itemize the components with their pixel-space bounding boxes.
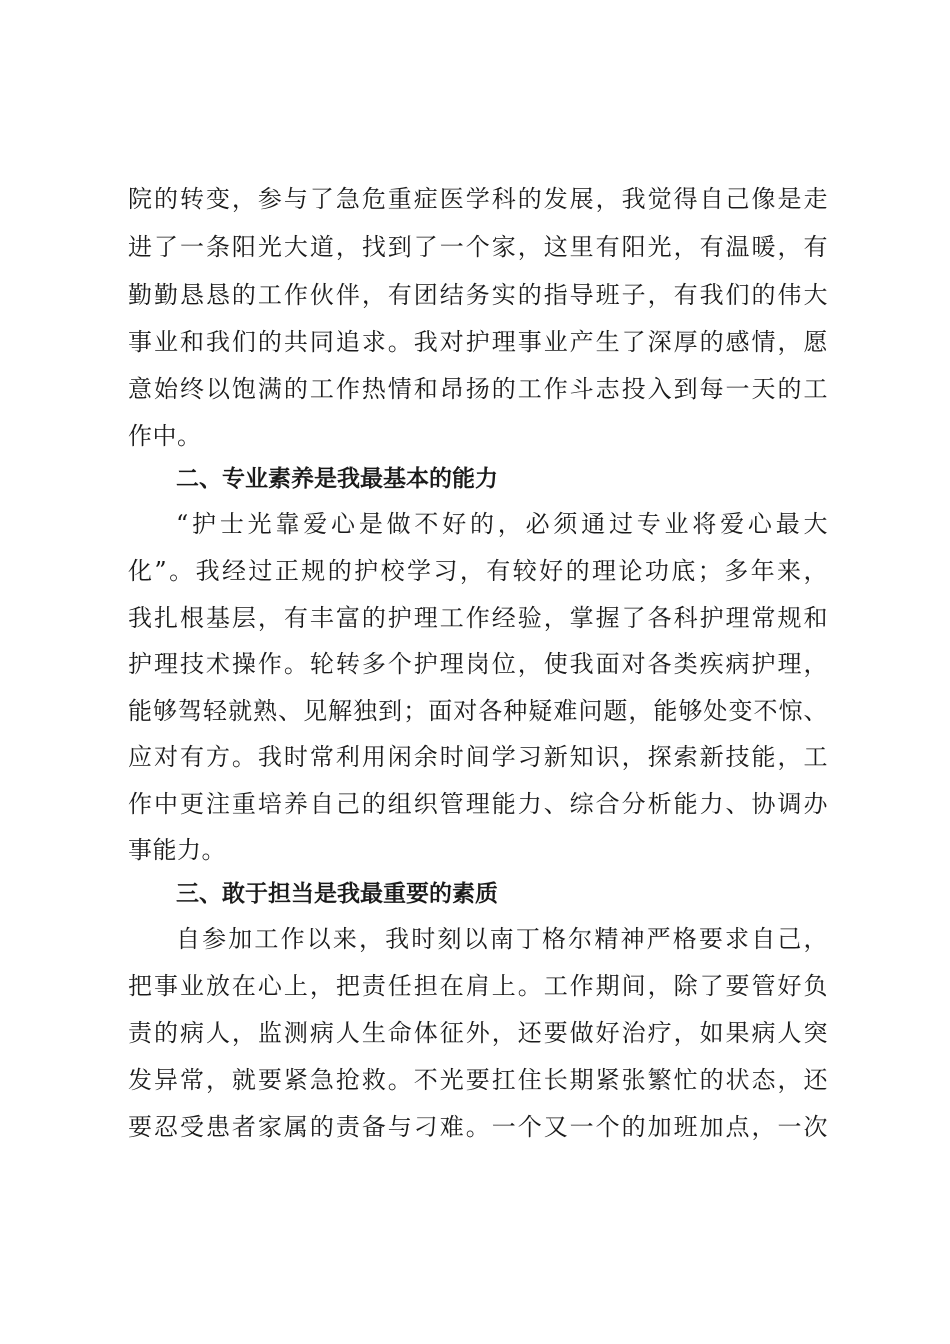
section-heading-2: 二、专业素养是我最基本的能力 <box>176 466 498 492</box>
paragraph-2-line-4: 护理技术操作。轮转多个护理岗位，使我面对各类疾病护理， <box>128 650 828 678</box>
paragraph-1-line-2: 进了一条阳光大道，找到了一个家，这里有阳光，有温暖，有 <box>128 233 828 261</box>
paragraph-3-line-5: 要忍受患者家属的责备与刁难。一个又一个的加班加点，一次 <box>128 1113 828 1141</box>
paragraph-1-line-5: 意始终以饱满的工作热情和昂扬的工作斗志投入到每一天的工 <box>128 375 828 403</box>
paragraph-2-line-7: 作中更注重培养自己的组织管理能力、综合分析能力、协调办 <box>128 790 828 818</box>
paragraph-3-line-4: 发异常，就要紧急抢救。不光要扛住长期紧张繁忙的状态，还 <box>128 1066 828 1094</box>
paragraph-2-line-1: “护士光靠爱心是做不好的，必须通过专业将爱心最大 <box>176 510 828 538</box>
paragraph-2-line-3: 我扎根基层，有丰富的护理工作经验，掌握了各科护理常规和 <box>128 604 828 632</box>
paragraph-1-line-1: 院的转变，参与了急危重症医学科的发展，我觉得自己像是走 <box>128 185 828 213</box>
paragraph-2-line-6: 应对有方。我时常利用闲余时间学习新知识，探索新技能，工 <box>128 743 828 771</box>
paragraph-2-line-5: 能够驾轻就熟、见解独到；面对各种疑难问题，能够处变不惊、 <box>128 697 828 725</box>
paragraph-3-line-2: 把事业放在心上，把责任担在肩上。工作期间，除了要管好负 <box>128 972 828 1000</box>
paragraph-2-line-8: 事能力。 <box>128 836 226 864</box>
paragraph-1-line-4: 事业和我们的共同追求。我对护理事业产生了深厚的感情，愿 <box>128 328 828 356</box>
paragraph-1-line-3: 勤勤恳恳的工作伙伴，有团结务实的指导班子，有我们的伟大 <box>128 281 828 309</box>
paragraph-3-line-3: 责的病人，监测病人生命体征外，还要做好治疗，如果病人突 <box>128 1019 828 1047</box>
paragraph-3-line-1: 自参加工作以来，我时刻以南丁格尔精神严格要求自己， <box>176 925 828 953</box>
paragraph-1-line-6: 作中。 <box>128 422 202 450</box>
paragraph-2-line-2: 化”。我经过正规的护校学习，有较好的理论功底；多年来， <box>128 557 828 585</box>
section-heading-3: 三、敢于担当是我最重要的素质 <box>176 881 498 907</box>
